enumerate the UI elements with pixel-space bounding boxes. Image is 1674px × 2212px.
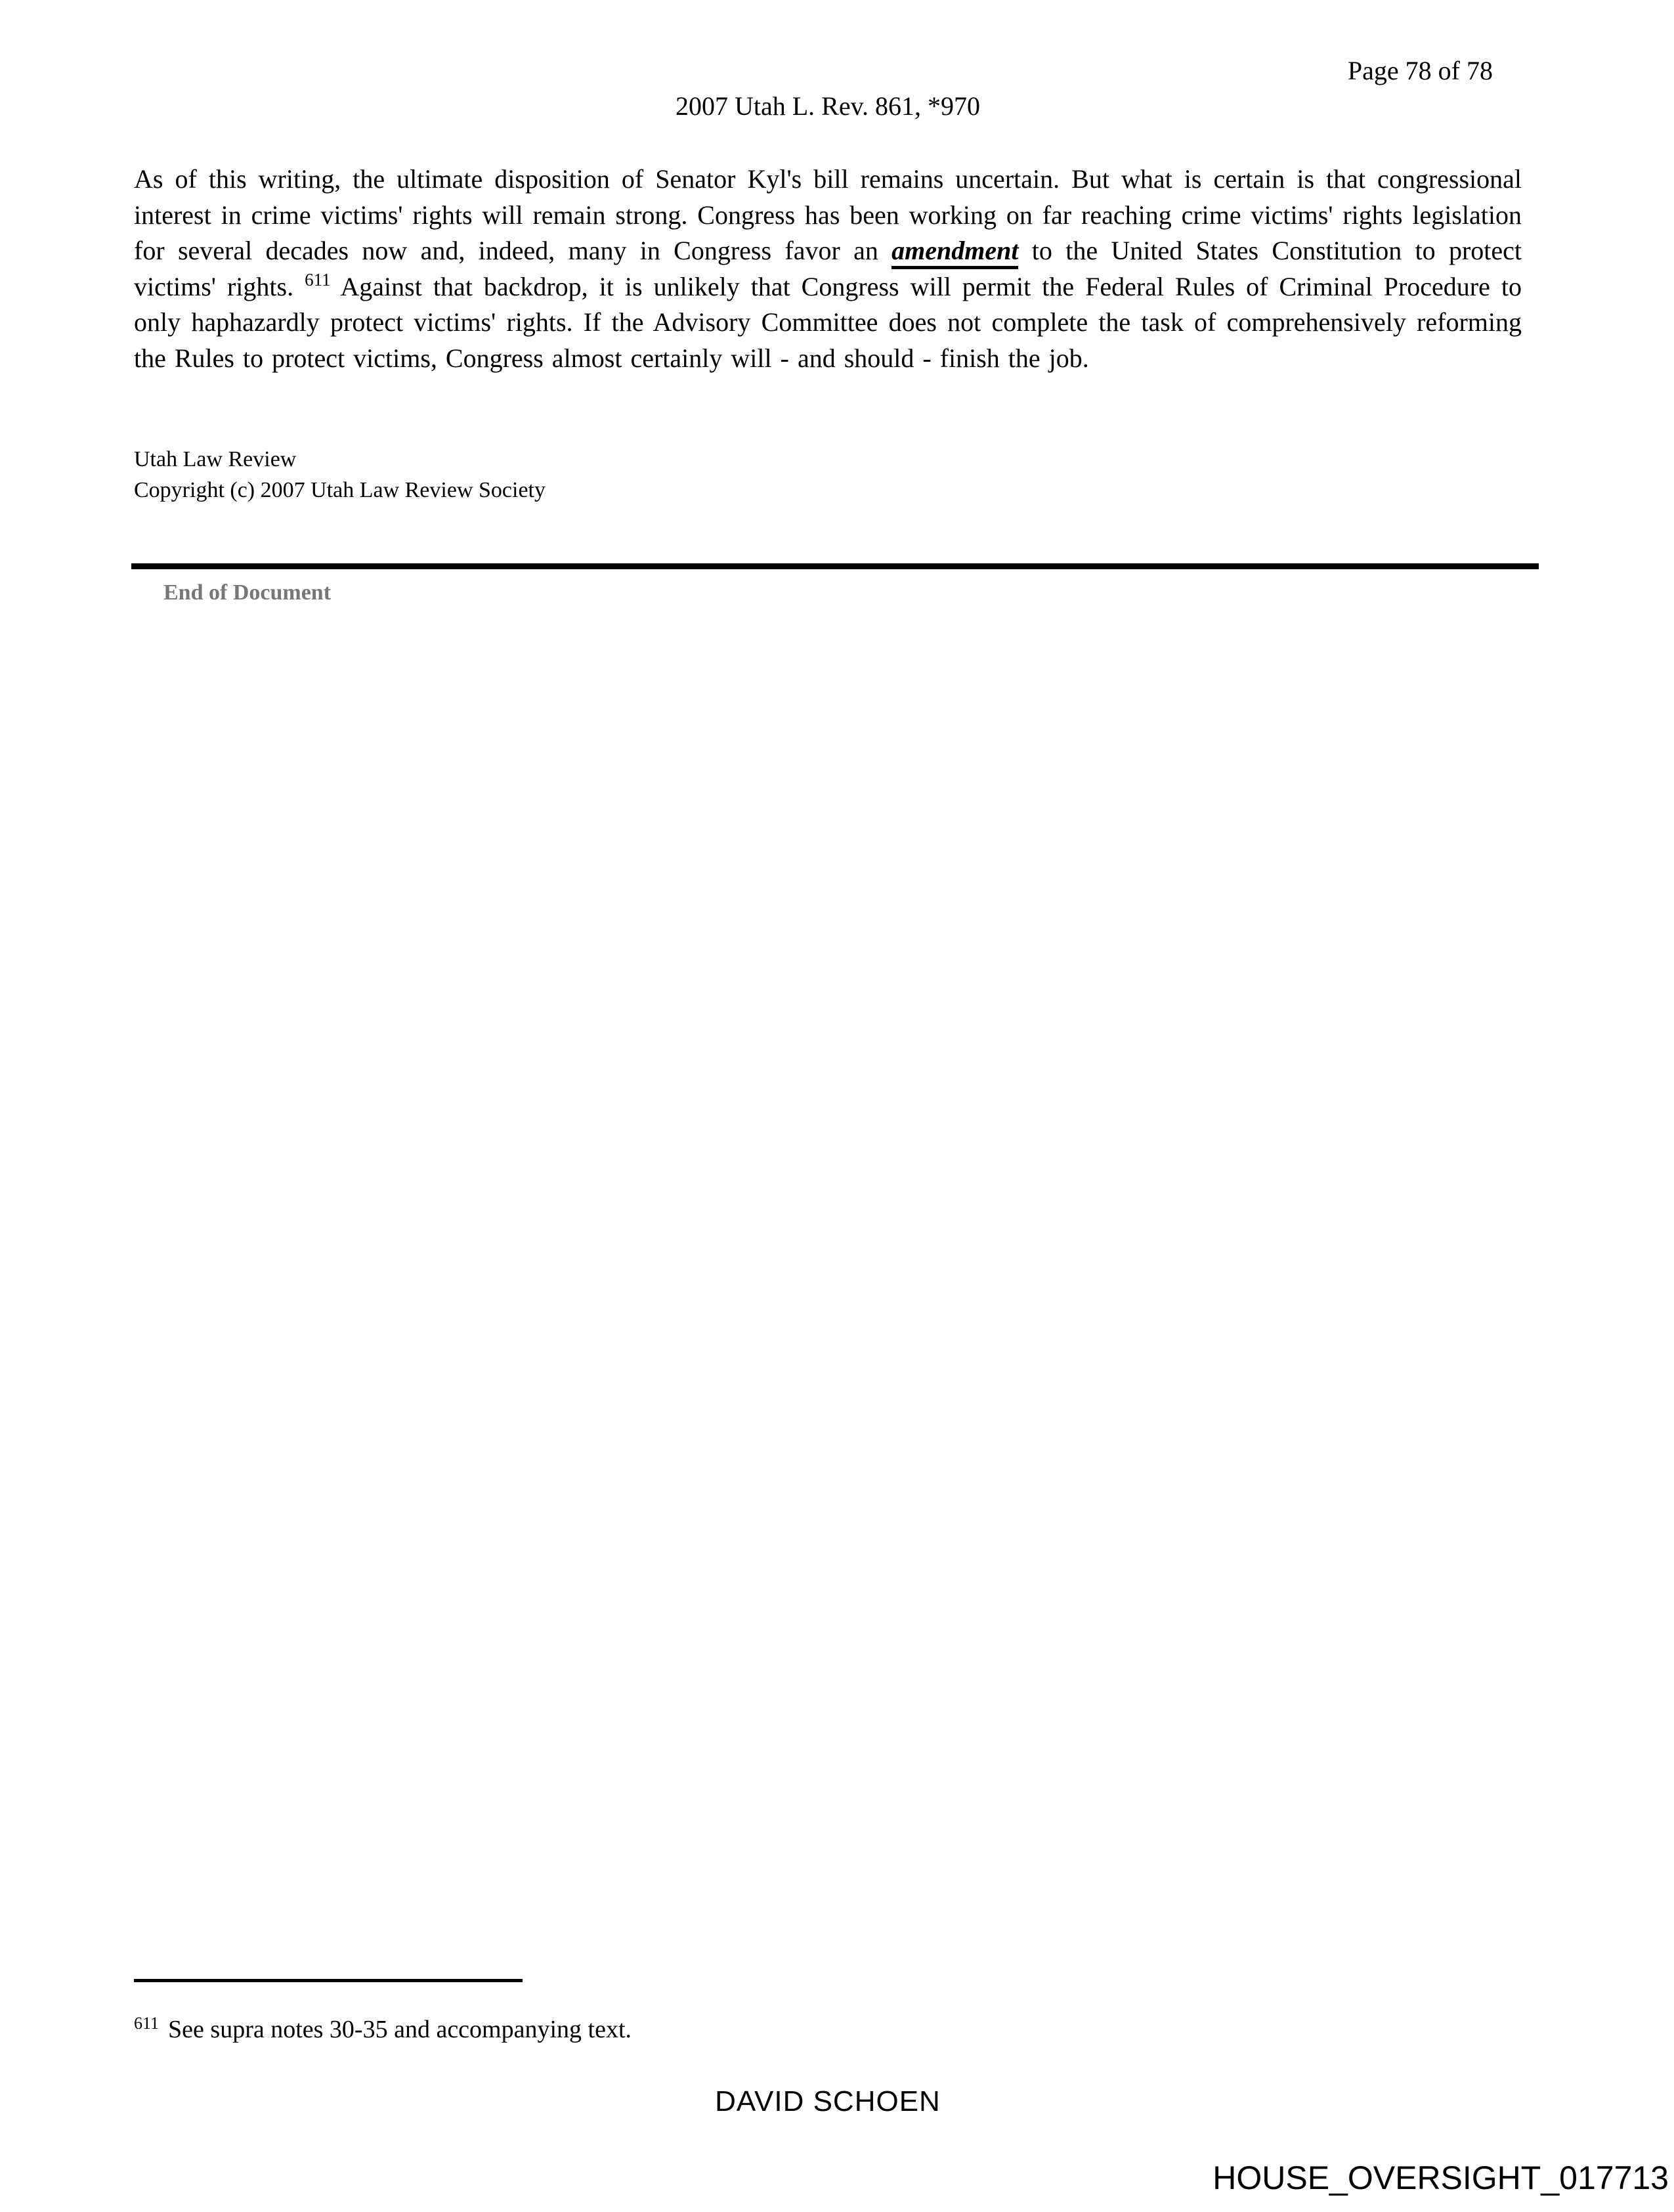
footnote-reference-611: 611	[305, 269, 331, 290]
source-attribution	[134, 444, 546, 506]
bates-number-stamp: HOUSE_OVERSIGHT_017713	[1213, 2159, 1669, 2196]
footnote-separator-rule	[134, 1979, 523, 1982]
paragraph-text-1: As of this writing, the ultimate disposition of Senator Kyl's bill remains uncertain. But what is certain is that congressional interest in crime victims' rights will remain strong. Congress has been working on far reaching crime victims' rights legislation for several decades now and, indeed, many in Congress favor an	[134, 164, 1522, 265]
end-of-document-label: End of Document	[163, 580, 332, 605]
attribution-copyright: Copyright (c) 2007 Utah Law Review Society	[134, 478, 546, 502]
amendment-emphasized-term: amendment	[891, 236, 1018, 269]
body-paragraph	[134, 162, 1522, 376]
paragraph-text-3: Against that backdrop, it is unlikely that Congress will permit the Federal Rules of Criminal Procedure to only haphazardly protect victims' rights. If the Advisory Committee does not complete the task of comprehensively reforming the Rules to protect victims, Congress almost certainly will - and should - finish the job.	[134, 271, 1522, 373]
page-number-indicator: Page 78 of 78	[1347, 56, 1493, 85]
attribution-journal: Utah Law Review	[134, 447, 297, 471]
producing-party-stamp: DAVID SCHOEN	[715, 2085, 941, 2117]
footnote-text: See supra notes 30-35 and accompanying text.	[168, 2016, 632, 2043]
footnote-611	[134, 2013, 1522, 2049]
end-of-document-divider	[131, 563, 1539, 569]
paragraph-text-2: to the United States Constitution to protect victims' rights.	[134, 236, 1522, 301]
footnote-number: 611	[134, 2014, 160, 2033]
citation-header: 2007 Utah L. Rev. 861, *970	[675, 91, 981, 121]
